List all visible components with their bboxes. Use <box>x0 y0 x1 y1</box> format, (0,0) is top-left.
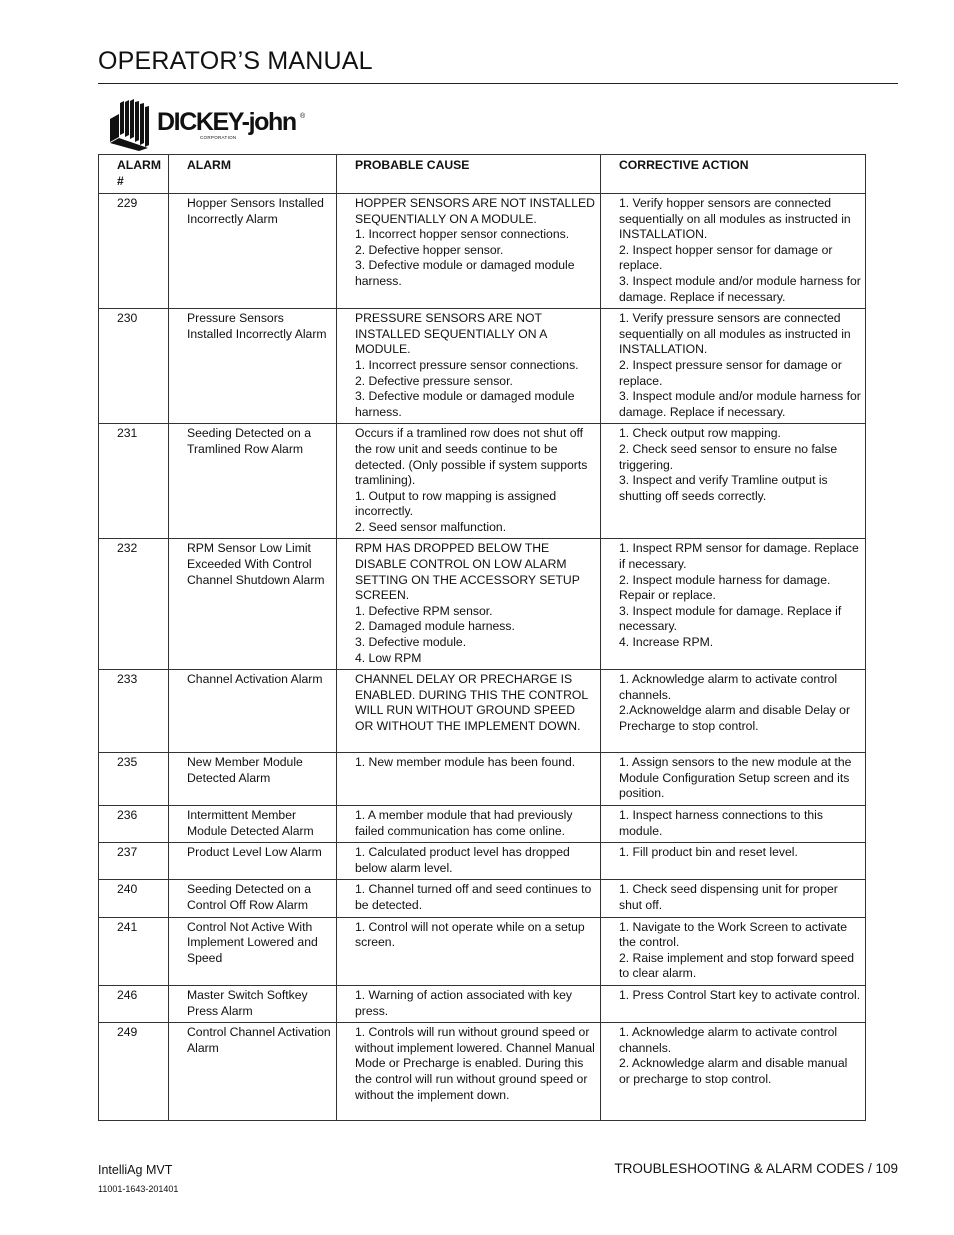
probable-cause-cell <box>337 753 601 806</box>
footer-section-page: TROUBLESHOOTING & ALARM CODES / 109 <box>614 1161 898 1176</box>
table-row <box>99 539 866 670</box>
cause-line: 1. Channel turned off and seed continues to be detected. <box>355 882 592 912</box>
alarm-name-cell: Hopper Sensors Installed Incorrectly Alarm <box>169 194 337 309</box>
cause-line: RPM HAS DROPPED BELOW THE DISABLE CONTROL ON LOW ALARM SETTING ON THE ACCESSORY SETUP SCREEN. <box>355 541 580 603</box>
probable-cause-cell <box>337 917 601 985</box>
alarm-number-cell: 236 <box>99 806 169 843</box>
footer-document-code: 11001-1643-201401 <box>98 1184 179 1194</box>
probable-cause-cell <box>337 806 601 843</box>
cause-line: 3. Defective module or damaged module harness. <box>355 258 575 288</box>
action-line: 2. Acknowledge alarm and disable manual or precharge to stop control. <box>619 1056 848 1086</box>
action-line: 2. Raise implement and stop forward speed to clear alarm. <box>619 950 855 981</box>
alarm-name-cell: Master Switch Softkey Press Alarm <box>169 985 337 1022</box>
corrective-action-cell <box>601 917 866 985</box>
alarm-number-cell: 233 <box>99 670 169 753</box>
action-line: 2. Inspect hopper sensor for damage or replace. <box>619 242 833 273</box>
action-line: 2.Acknoweldge alarm and disable Delay or Precharge to stop control. <box>619 703 851 733</box>
action-line: 3. Inspect module and/or module harness for damage. Replace if necessary. <box>619 389 861 419</box>
corrective-action-cell <box>601 1023 866 1121</box>
corrective-action-cell <box>601 309 866 424</box>
cause-line: 1. New member module has been found. <box>355 755 576 770</box>
alarm-number-cell: 229 <box>99 194 169 309</box>
cause-line: 2. Defective hopper sensor. <box>355 242 504 257</box>
action-line: 2. Inspect module harness for damage. Repair or replace. <box>619 572 831 603</box>
cause-line: 1. Incorrect pressure sensor connections. <box>355 357 579 372</box>
corrective-action-cell <box>601 424 866 539</box>
action-line: 2. Inspect pressure sensor for damage or replace. <box>619 357 842 388</box>
probable-cause-cell <box>337 843 601 880</box>
cause-line: 2. Seed sensor malfunction. <box>355 519 507 534</box>
alarm-number-cell: 231 <box>99 424 169 539</box>
table-row <box>99 670 866 753</box>
company-logo <box>108 99 318 151</box>
table-row <box>99 309 866 424</box>
logo-wordmark: DICKEY-john <box>157 108 296 136</box>
table-row <box>99 1023 866 1121</box>
alarm-name-cell: Seeding Detected on a Control Off Row Alarm <box>169 880 337 917</box>
probable-cause-cell <box>337 880 601 917</box>
probable-cause-cell <box>337 670 601 753</box>
alarm-number-cell: 237 <box>99 843 169 880</box>
action-line: 1. Acknowledge alarm to activate control channels. <box>619 1025 838 1055</box>
cause-line: 2. Defective pressure sensor. <box>355 373 513 388</box>
table-row <box>99 194 866 309</box>
page-title: OPERATOR’S MANUAL <box>98 47 373 75</box>
cause-line: 3. Defective module. <box>355 635 467 650</box>
probable-cause-cell <box>337 424 601 539</box>
action-line: 1. Navigate to the Work Screen to activate the control. <box>619 919 848 950</box>
table-row <box>99 843 866 880</box>
alarm-number-cell: 240 <box>99 880 169 917</box>
table-row <box>99 753 866 806</box>
table-row <box>99 880 866 917</box>
alarm-name-cell: Intermittent Member Module Detected Alarm <box>169 806 337 843</box>
table-row <box>99 806 866 843</box>
action-line: 3. Inspect module and/or module harness for damage. Replace if necessary. <box>619 273 861 304</box>
cause-line: 1. Incorrect hopper sensor connections. <box>355 227 570 242</box>
action-line: 4. Increase RPM. <box>619 635 714 650</box>
action-line: 1. Assign sensors to the new module at the Module Configuration Setup screen and its position. <box>619 755 852 801</box>
cause-line: CHANNEL DELAY OR PRECHARGE IS ENABLED. DURING THIS THE CONTROL WILL RUN WITHOUT GROUND SPEED OR WITHOUT THE IMPLEMENT DOWN. <box>355 672 588 733</box>
cause-line: 2. Damaged module harness. <box>355 619 515 634</box>
cause-line: 1. Defective RPM sensor. <box>355 603 493 618</box>
alarm-name-cell: Pressure Sensors Installed Incorrectly Alarm <box>169 309 337 424</box>
cause-line: 1. Controls will run without ground speed or without implement lowered. Channel Manual Mode or Precharge is enabled. During this the control will run without ground speed or without the implement down. <box>355 1025 595 1102</box>
action-line: 1. Press Control Start key to activate control. <box>619 987 861 1002</box>
footer-product-name: IntelliAg MVT <box>98 1163 173 1177</box>
action-line: 1. Inspect harness connections to this module. <box>619 808 823 838</box>
action-line: 3. Inspect module for damage. Replace if necessary. <box>619 603 842 634</box>
table-header-row <box>99 155 866 194</box>
corrective-action-cell <box>601 880 866 917</box>
registered-mark: ® <box>300 113 306 120</box>
alarm-number-cell: 241 <box>99 917 169 985</box>
column-header-corrective-action: CORRECTIVE ACTION <box>601 155 866 194</box>
action-line: 1. Verify pressure sensors are connected sequentially on all modules as instructed in INSTALLATION. <box>619 311 851 357</box>
alarm-codes-table <box>98 154 866 1121</box>
action-line: 2. Check seed sensor to ensure no false triggering. <box>619 441 838 472</box>
table-row <box>99 985 866 1022</box>
column-header-alarm: ALARM <box>169 155 337 194</box>
cause-line: HOPPER SENSORS ARE NOT INSTALLED SEQUENTIALLY ON A MODULE. <box>355 196 595 226</box>
cause-line: 1. Calculated product level has dropped below alarm level. <box>355 845 570 875</box>
probable-cause-cell <box>337 985 601 1022</box>
cause-line: PRESSURE SENSORS ARE NOT INSTALLED SEQUENTIALLY ON A MODULE. <box>355 311 547 357</box>
corrective-action-cell <box>601 985 866 1022</box>
dickey-john-logo-icon <box>108 99 154 151</box>
action-line: 3. Inspect and verify Tramline output is shutting off seeds correctly. <box>619 473 828 503</box>
cause-line: 3. Defective module or damaged module harness. <box>355 389 575 419</box>
corrective-action-cell <box>601 539 866 670</box>
action-line: 1. Check seed dispensing unit for proper shut off. <box>619 882 838 912</box>
logo-corporation: CORPORATION <box>200 135 237 140</box>
probable-cause-cell <box>337 539 601 670</box>
action-line: 1. Check output row mapping. <box>619 426 781 441</box>
alarm-number-cell: 230 <box>99 309 169 424</box>
corrective-action-cell <box>601 843 866 880</box>
alarm-name-cell: Seeding Detected on a Tramlined Row Alarm <box>169 424 337 539</box>
alarm-number-cell: 249 <box>99 1023 169 1121</box>
table-row <box>99 424 866 539</box>
column-header-alarm-number: ALARM # <box>99 155 169 194</box>
alarm-number-cell: 235 <box>99 753 169 806</box>
probable-cause-cell <box>337 309 601 424</box>
alarm-name-cell: Control Not Active With Implement Lowered and Speed <box>169 917 337 985</box>
corrective-action-cell <box>601 670 866 753</box>
alarm-name-cell: Control Channel Activation Alarm <box>169 1023 337 1121</box>
alarm-name-cell: New Member Module Detected Alarm <box>169 753 337 806</box>
alarm-name-cell: Channel Activation Alarm <box>169 670 337 753</box>
alarm-number-cell: 246 <box>99 985 169 1022</box>
probable-cause-cell <box>337 1023 601 1121</box>
alarm-name-cell: Product Level Low Alarm <box>169 843 337 880</box>
alarm-name-cell: RPM Sensor Low Limit Exceeded With Control Channel Shutdown Alarm <box>169 539 337 670</box>
column-header-probable-cause: PROBABLE CAUSE <box>337 155 601 194</box>
header-divider <box>98 83 898 84</box>
action-line: 1. Verify hopper sensors are connected sequentially on all modules as instructed in INSTALLATION. <box>619 196 851 242</box>
action-line: 1. Acknowledge alarm to activate control channels. <box>619 672 838 702</box>
corrective-action-cell <box>601 753 866 806</box>
cause-line: 4. Low RPM <box>355 650 422 665</box>
table-row <box>99 917 866 985</box>
alarm-number-cell: 232 <box>99 539 169 670</box>
action-line: 1. Inspect RPM sensor for damage. Replace if necessary. <box>619 541 859 572</box>
corrective-action-cell <box>601 194 866 309</box>
action-line: 1. Fill product bin and reset level. <box>619 845 798 860</box>
cause-line: 1. Output to row mapping is assigned incorrectly. <box>355 488 557 519</box>
cause-line: 1. A member module that had previously failed communication has come online. <box>355 808 573 838</box>
cause-line: 1. Control will not operate while on a setup screen. <box>355 919 585 950</box>
corrective-action-cell <box>601 806 866 843</box>
cause-line: Occurs if a tramlined row does not shut off the row unit and seeds continue to be detected. (Only possible if system supports tramlining). <box>355 426 588 488</box>
cause-line: 1. Warning of action associated with key press. <box>355 987 573 1018</box>
probable-cause-cell <box>337 194 601 309</box>
